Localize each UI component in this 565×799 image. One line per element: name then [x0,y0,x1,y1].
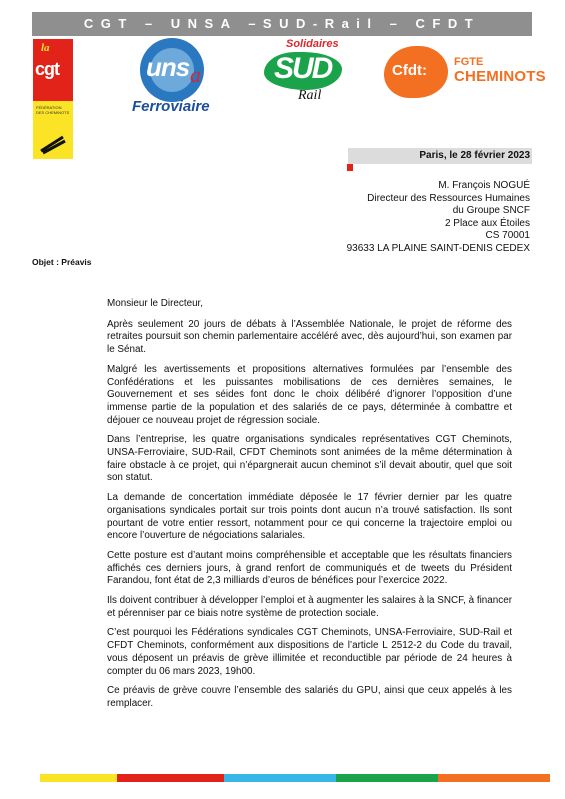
address-line: CS 70001 [485,230,530,242]
paragraph: Malgré les avertissements et propositions alternatives formulées par l’ensemble des Confédérations et les puissantes mobilisations de ces dernières semaines, le Gouvernement et ses séides font donc le choix délibéré d’ignorer l’opposition d’une immense partie de la population et des salariés de ce pays, déterminée à combattre et déjouer ce nouveau projet de régression sociale. [107,363,512,426]
address-line: M. François NOGUÉ [438,180,530,191]
unsa-logo-text: uns [146,52,190,82]
sud-rail-logo [258,38,348,108]
cfdt-logo-text: Cfdt: [392,62,427,79]
paragraph: Après seulement 20 jours de débats à l’Assemblée Nationale, le projet de réforme des retraites poursuit son chemin parlementaire accéléré avec, dès aujourd’hui, son examen par le Sénat. [107,318,512,356]
address-line: du Groupe SNCF [452,205,530,217]
address-line: Directeur des Ressources Humaines [367,192,530,204]
recipient-address [347,180,530,256]
paragraph: Ils doivent contribuer à développer l’emploi et à augmenter les salaires à la SNCF, à financer et pérenniser par ce biais notre système de protection sociale. [107,595,512,619]
footer-segment [438,774,550,782]
cfdt-logo [384,44,544,102]
header-banner: CGT – UNSA –SUD-Rail – CFDT [32,12,532,36]
cfdt-logo-sub: CHEMINOTS [454,68,546,85]
cgt-train-icon [39,133,67,155]
letter-date: Paris, le 28 février 2023 [419,150,530,161]
paragraph: C’est pourquoi les Fédérations syndicales CGT Cheminots, UNSA-Ferroviaire, SUD-Rail et CFDT Cheminots, conformément aux dispositions de l’article L 2512-2 du Code du travail, vous déposent un préavis de grève illimitée et reconductible par période de 24 heures à compter du 06 mars 2023, 19h00. [107,627,512,677]
unsa-logo-accent: a [190,62,201,87]
footer-segment [117,774,224,782]
cgt-logo-sub: FÉDÉRATION DES CHEMINOTS [36,105,70,115]
paragraph: La demande de concertation immédiate déposée le 17 février dernier par les quatre organisations syndicales portait sur trois points dont aucun n’a trouvé satisfaction. Ils sont pourtant de votre entier ressort, notamment pour ce qui concerne la trajectoire emploi ou encore l’ouverture de négociations salariales. [107,492,512,542]
cgt-logo-la: la [41,42,50,54]
red-accent-mark [347,164,353,171]
letter-subject: Objet : Préavis [32,257,92,267]
footer-segment [224,774,336,782]
salutation: Monsieur le Directeur, [107,298,204,309]
footer-color-bar [40,774,550,782]
footer-segment [336,774,438,782]
cgt-logo-text: cgt [35,59,59,79]
paragraph: Ce préavis de grève couvre l’ensemble des salariés du GPU, ainsi que ceux appelés à les remplacer. [107,685,512,709]
sud-logo-sub: Rail [298,88,322,103]
cfdt-logo-fgte: FGTE [454,56,484,68]
sud-logo-top: Solidaires [286,38,339,50]
unsa-logo-sub: Ferroviaire [132,98,210,115]
paragraph: Dans l’entreprise, les quatre organisations syndicales représentatives CGT Cheminots, UNSA-Ferroviaire, SUD-Rail, CFDT Cheminots sont animées de la même détermination à faire obstacle à ce projet, qui n’épargnerait aucun cheminot s’il devait aboutir, quel que soit son statut. [107,434,512,484]
cgt-logo [33,39,73,159]
address-line: 2 Place aux Étoiles [444,217,530,229]
address-line: 93633 LA PLAINE SAINT-DENIS CEDEX [346,242,530,254]
letter-body [107,298,512,718]
unsa-logo [128,38,233,118]
paragraph: Cette posture est d’autant moins compréhensible et acceptable que les résultats financiers affichés ces derniers jours, à grand renfort de communiqués et de tweets du Président Farandou, font état de 2,3 milliards d’euros de bénéfices pour l’exercice 2022. [107,549,512,587]
sud-logo-text: SUD [274,52,332,85]
footer-segment [40,774,117,782]
